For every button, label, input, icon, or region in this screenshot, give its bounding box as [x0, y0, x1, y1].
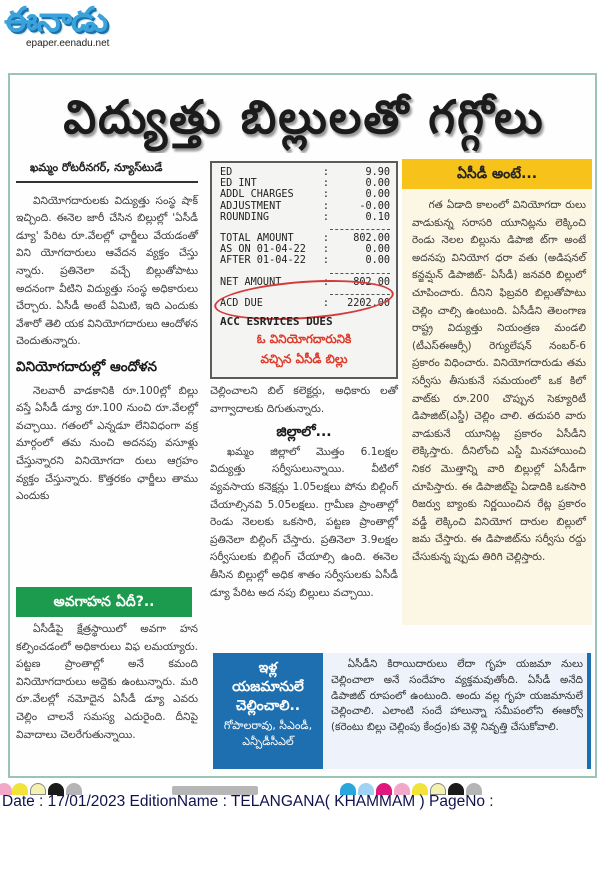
attribution-line: గోపాలరావు, సీఎండీ, [223, 719, 313, 732]
bill-sep: : [322, 211, 330, 223]
bill-row-rounding [220, 212, 390, 223]
bill-value: 802.00 [353, 276, 390, 288]
bill-value: 0.00 [365, 255, 390, 267]
bill-sep: : [322, 255, 330, 267]
bill-sep: : [322, 200, 330, 212]
bill-value: 0.00 [365, 244, 390, 256]
bill-value: 0.00 [365, 189, 390, 201]
bill-row-addl-charges [220, 189, 390, 200]
bill-sep: : [322, 189, 330, 201]
article-headline: విద్యుత్తు బిల్లులతో గగ్గోలు [63, 90, 545, 144]
bill-caption-line-2: వచ్చిన ఏసీడీ బిల్లు [260, 352, 348, 366]
bill-label: ADJUSTMENT [220, 200, 282, 212]
bill-caption [212, 329, 396, 369]
attribution-line: ఎన్పీడీసీఎల్ [242, 735, 294, 748]
bill-value: 9.90 [365, 167, 390, 178]
district-paragraph: ఖమ్మం జిల్లాలో మొత్తం 6.1లక్షల విద్యుత్తు సర్వీసులున్నాయి. వీటిలో వ్యవసాయ కనెక్షన్లు 1.05లక్షలు పోను బిల్లింగ్ చేయాల్సినవి 5.05లక్షలు. గ్రామీణ ప్రాంతాల్లో రెండు నెలలకు ఒకసారి, పట్టణ ప్రాంతాల్లో ప్రతినెలా బిల్లింగ్ చేస్తారు. ప్రతినెలా 3.9లక్షల సర్వీసులకు బిల్లింగ్ చేయాల్సి ఉంది. ఈనెల తీసిన బిల్లుల్లో అధిక శాతం సర్వీసులకు ఏసీడీ డ్యూ పేరిట అద నపు బిల్లులు వచ్చాయి. [210, 445, 398, 599]
masthead [0, 0, 200, 62]
bill-label: ADDL CHARGES [220, 189, 294, 201]
bill-sep: : [322, 244, 330, 256]
bill-value: -0.00 [359, 200, 390, 212]
article-clipping [8, 73, 597, 778]
bill-row-ed-int [220, 178, 390, 189]
subhead-consumer-concern: వినియోగదారుల్లో ఆందోళన [16, 358, 157, 375]
bill-label: NET AMOUNT [220, 276, 282, 288]
bill-sep: : [322, 233, 330, 245]
bill-label: AS ON 01-04-22 [220, 244, 306, 256]
acd-explainer-title: ఏసీడీ అంటే... [402, 159, 592, 189]
bill-caption-line-1: ఓ వినియోగదారునికి [256, 332, 352, 346]
column-2 [210, 383, 398, 602]
bill-sep: : [322, 276, 330, 288]
bill-value: 2202.00 [347, 297, 390, 309]
column-3 [412, 197, 586, 566]
bill-value: 802.00 [353, 233, 390, 245]
awareness-box-title: అవగాహన ఏదీ?.. [16, 587, 192, 617]
bill-row-after [220, 255, 390, 266]
col2-paragraph: చెల్లించాలని బిల్ కలెక్టర్లు, అధికారు లతో వాగ్వాదాలకు దిగుతున్నారు. [210, 385, 398, 415]
bill-value: 0.00 [365, 178, 390, 190]
edition-footer: Date : 17/01/2023 EditionName : TELANGANA( KHAMMAM ) PageNo : [2, 793, 494, 810]
awareness-box [16, 621, 198, 744]
bill-photo [210, 161, 398, 379]
bill-sep: : [322, 178, 330, 190]
bill-divider [330, 267, 390, 274]
quote-title-line: చెల్లించాలి.. [235, 698, 301, 714]
quote-title [213, 653, 323, 716]
bill-row-total [220, 233, 390, 244]
bill-value: 0.10 [365, 211, 390, 223]
quote-attribution [213, 718, 323, 750]
bill-label: ACD DUE [220, 297, 263, 309]
bill-sep: : [322, 167, 330, 178]
intro-paragraph: వినియోగదారులకు విద్యుత్తు సంస్థ షాక్ ఇచ్చింది. ఈనెల జారీ చేసిన బిల్లుల్లో 'ఏసీడీ డ్యూ' పేరిట రూ.వేలల్లో ఛార్జీలు వేయడంతో విని యోగదారులు ఆవేదన వ్యక్తం చేస్తు న్నారు. ప్రతినెలా వచ్చే బిల్లుతోపాటు అదనంగా వీటిని విద్యుత్తు సంస్థ అధికారులు చేర్చారు. ఏసీడీ అంటే ఏమిటి, ఇది ఎందుకు వేశారో తెలి యక వినియోగదారులు ఆందోళన చెందుతున్నారు. [16, 194, 198, 348]
dateline: ఖమ్మం రోటరీనగర్, న్యూస్‌టుడే [16, 157, 198, 183]
quote-title-line: ఇళ్ల [258, 660, 278, 676]
cmd-quote-box [213, 653, 591, 769]
bill-sep: : [322, 297, 330, 309]
bill-row-adjustment [220, 201, 390, 212]
quote-title-line: యజమానులే [232, 679, 304, 695]
subhead-district: జిల్లాలో... [276, 424, 332, 441]
bill-row-as-on [220, 244, 390, 255]
quote-title-panel [213, 653, 323, 769]
awareness-paragraph: ఏసీడీపై క్షేత్రస్థాయిలో అవగా హన కల్పించడంలో అధికారులు విఫ లమయ్యారు. పట్టణ ప్రాంతాల్లో అనే కమంది వినియోగదారులు అద్దెకు ఉంటున్నారు. మరి రూ.వేలల్లో నమోదైన ఏసీడీ డ్యూ ఎవరు చెల్లిం చాలనే సమస్య ఎదురైంది. దీనిపై వివాదాలు చెలరేగుతున్నాయి. [16, 623, 198, 741]
concern-paragraph: నెలవారీ వాడకానికి రూ.100ల్లో బిల్లు వస్తే ఏసీడీ డ్యూ రూ.100 నుంచి రూ.వేలల్లో వచ్చాయి. గతంలో ఎన్నడూ లేనివిధంగా వక్ర మార్గంలో తమ నుంచి అదనపు వసూళ్లు చేస్తున్నారని వినియోగదా రులు ఆగ్రహం వ్యక్తం చేస్తున్నారు. కొత్తరకం ఛార్జీలు తాము ఎందుకు [16, 384, 198, 503]
bill-cut-line: ACC ESRVICES DUES [220, 315, 333, 327]
bill-label: ED [220, 167, 233, 178]
bill-label: ROUNDING [220, 211, 270, 223]
bill-divider [330, 223, 390, 230]
bill-row-ed [220, 167, 390, 178]
column-1 [16, 157, 198, 506]
acd-explainer-paragraph: గత ఏడాది కాలంలో వినియోగదా రులు వాడుకున్న సరాసరి యూనిట్లను లెక్కించి రెండు నెలల బిల్లును డిపాజి ట్‌గా అంటే అదనపు వినియోగ ధరా వతు (అడిషనల్ కన్జమ్షన్ డిపాజిట్- ఏసీడీ) జనవరి బిల్లులో చూపించారు. దీనిని ఫిబ్రవరి బిల్లుతోపాటు చెల్లిం చాల్సి ఉంటుంది. ఏసీడీని తెలంగాణ రాష్ట్ర విద్యుత్తు నియంత్రణ మండలి (టీఎస్ఈఆర్సీ) రెగ్యులేషన్ నంబర్-6 ప్రకారం విధించారు. వినియోగదారుడు తమ సర్వీసు తీసుకునే సమయంలో ఒక కిలో వాట్‌కు రూ.200 చొప్పున సెక్యూరిటీ డిపాజిట్(ఎస్డీ) చెల్లిం చాలి. తదుపరి వారు వాడుకునే యూనిట్ల ప్రకారం ఏసీడీని లెక్కిస్తారు. దీనిలోంచి ఎస్డీ మినహాయించి నికర మొత్తాన్ని వారి బిల్లుల్లో ఏసీడీగా చూపిస్తారు. ఈ డిపాజిట్‌పై ఏడాదికి ఒకసారి రిజర్వు బ్యాంకు నిర్ణయించిన రేట్ల ప్రకారం వడ్డీ లెక్కించి వినియోగ దారుల బిల్లులో జమ చేస్తారు. ఈ డిపాజిట్‌ను సర్వీసు రద్దు చేసుకున్న ప్పుడు తిరిగి చెల్లిస్తారు. [412, 199, 586, 563]
bill-label: ED INT [220, 178, 257, 190]
quote-paragraph: ఏసీడీని కిరాయిదారులు లేదా గృహ యజమా నులు చెల్లించాలా అనే సందేహం వ్యక్తమవుతోంది. ఏసీడీ అనేది డిపాజిట్ రూపంలో ఉంటుంది. అందు వల్ల గృహ యజమానులే చెల్లించాలి. ఎలాంటి సందే హాలున్నా సమీపంలోని ఈఆర్వో (కరెంటు బిల్లు చెల్లింపు కేంద్రం)కు వెళ్లి నివృత్తి చేసుకోవాలి. [331, 658, 583, 734]
epaper-url: epaper.eenadu.net [26, 38, 110, 49]
bill-label: AFTER 01-04-22 [220, 255, 306, 267]
eenadu-logo[interactable]: ఈనాడు [4, 0, 108, 40]
bill-label: TOTAL AMOUNT [220, 233, 294, 245]
